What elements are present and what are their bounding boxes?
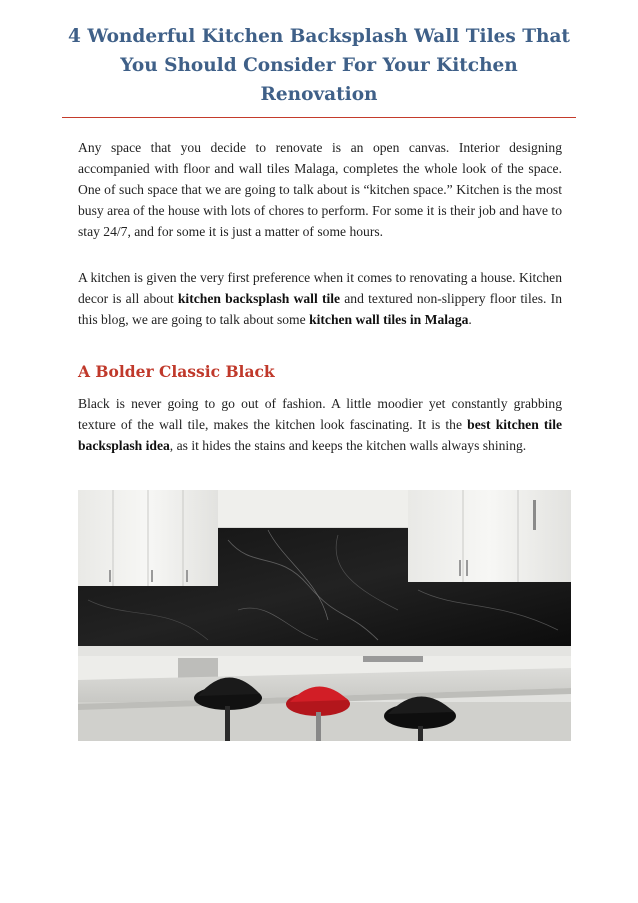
kitchen-photo [78,490,571,741]
section-text-start: Black is never going to go out of fashion. A little moodier yet constantly grabbing texture of the wall tile, makes the kitchen look fascinating. It is the [78,396,562,432]
section-text-end: , as it hides the stains and keeps the kitchen walls always shining. [169,438,527,453]
second-text-middle: and textured non-slippery floor tiles. In this blog, we are going to talk about some [78,291,562,327]
page-title [60,22,578,109]
keyword-kitchen-backsplash-wall-tile: kitchen backsplash wall tile [177,291,341,306]
title-divider [62,117,576,118]
title-line-2: You Should Consider For Your Kitchen [120,55,518,76]
section-paragraph [78,393,562,456]
second-paragraph [78,267,562,330]
second-text-start: A kitchen is given the very first preference when it comes to renovating a house. Kitchen decor is all about [78,270,562,306]
intro-paragraph: Any space that you decide to renovate is an open canvas. Interior designing accompanied with floor and wall tiles Malaga, completes the whole look of the space. One of such space that we are going to talk about is “kitchen space.” Kitchen is the most busy area of the house with lots of chores to perform. For some it is their job and have to stay 24/7, and for some it is just a matter of some hours. [78,140,562,239]
title-line-1: 4 Wonderful Kitchen Backsplash Wall Tiles That [68,26,570,47]
title-line-3: Renovation [260,84,378,105]
section-heading-classic-black: A Bolder Classic Black [78,362,275,381]
kitchen-illustration [78,490,571,741]
second-text-end: . [468,312,472,327]
keyword-best-kitchen-tile-backsplash-idea: best kitchen tile backsplash idea [78,417,563,453]
keyword-kitchen-wall-tiles-malaga: kitchen wall tiles in Malaga [309,312,469,327]
